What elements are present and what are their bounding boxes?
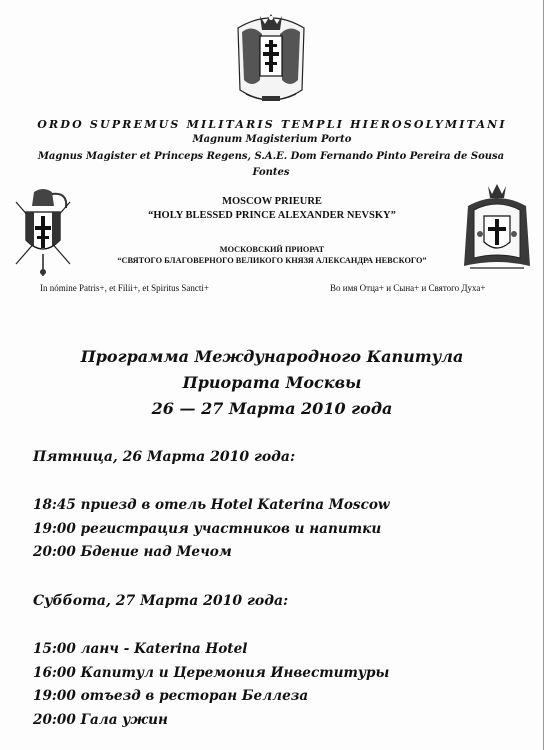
list-item: 19:00 регистрация участников и напитки xyxy=(33,520,382,537)
templar-coat-of-arms-icon xyxy=(232,10,310,110)
invocation-latin: In nómine Patris+, et Filii+, et Spiritus Sancti+ xyxy=(40,283,209,293)
list-item: 15:00 ланч - Katerina Hotel xyxy=(33,641,248,657)
priorat-line-2: “СВЯТОГО БЛАГОВЕРНОГО ВЕЛИКОГО КНЯЗЯ АЛЕКСАНДРА НЕВСКОГО” xyxy=(117,256,427,265)
prieure-heading-english xyxy=(0,195,544,223)
prieure-heading-russian xyxy=(0,244,544,266)
order-name: ORDO SUPREMUS MILITARIS TEMPLI HIEROSOLYMITANI xyxy=(37,118,507,131)
prieure-line-2: “HOLY BLESSED PRINCE ALEXANDER NEVSKY” xyxy=(148,210,396,221)
priorat-line-1: МОСКОВСКИЙ ПРИОРАТ xyxy=(219,245,325,254)
program-title-line-2: Приората Москвы xyxy=(182,373,362,392)
program-title xyxy=(0,344,544,422)
list-item: 16:00 Капитул и Церемония Инвеституры xyxy=(33,664,390,681)
list-item: 19:00 отъезд в ресторан Беллеза xyxy=(33,688,309,704)
program-title-line-1: Программа Международного Капитула xyxy=(80,347,464,366)
saturday-schedule xyxy=(33,638,389,732)
list-item: 20:00 Гала ужин xyxy=(33,711,168,728)
magisterium-line: Magnum Magisterium Porto xyxy=(192,134,352,145)
day-heading-saturday: Суббота, 27 Марта 2010 года: xyxy=(33,593,289,609)
list-item: 18:45 приезд в отель Hotel Katerina Moscow xyxy=(33,497,390,513)
invocation-russian: Во имя Отца+ и Сына+ и Святого Духа+ xyxy=(330,283,486,293)
prieure-line-1: MOSCOW PRIEURE xyxy=(222,196,322,207)
program-title-line-3: 26 — 27 Марта 2010 года xyxy=(151,399,393,418)
grand-master-line-1: Magnus Magister et Princeps Regens, S.A.E. Dom Fernando Pinto Pereira de Sousa xyxy=(37,151,505,162)
grand-master-line-2: Fontes xyxy=(252,167,290,178)
day-heading-friday: Пятница, 26 Марта 2010 года: xyxy=(33,449,296,465)
list-item: 20:00 Бдение над Мечом xyxy=(33,544,232,560)
grand-master-line xyxy=(36,149,506,181)
friday-schedule xyxy=(33,494,390,565)
